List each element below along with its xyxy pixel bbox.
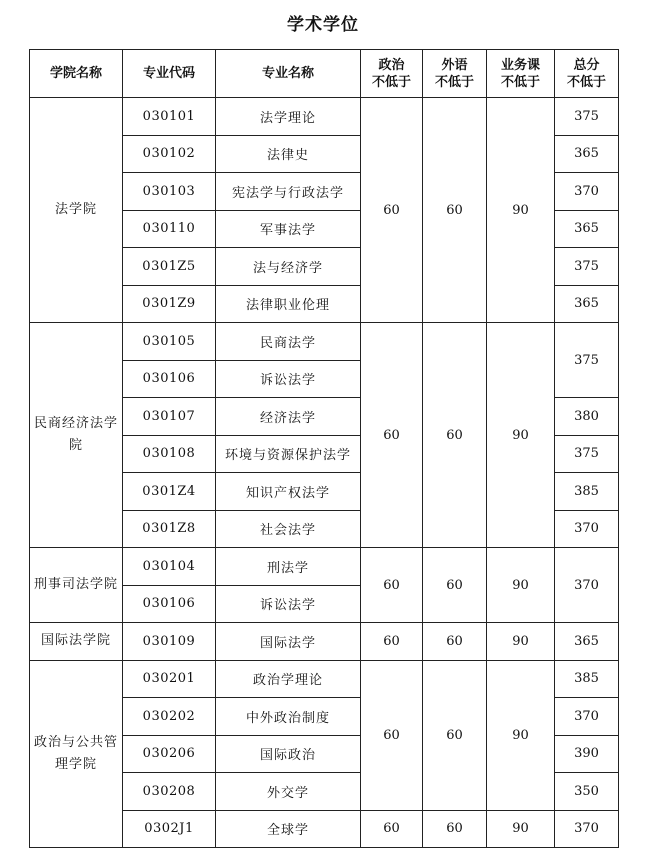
table-row (30, 623, 619, 661)
major-name: 宪法学与行政法学 (216, 173, 361, 211)
total-min-score: 375 (555, 435, 619, 473)
major-name: 军事法学 (216, 210, 361, 248)
major-code: 030102 (123, 135, 216, 173)
major-code: 030109 (123, 623, 216, 661)
major-code: 030106 (123, 585, 216, 623)
foreign-min-score: 60 (423, 660, 487, 810)
foreign-min-score: 60 (423, 623, 487, 661)
total-min-score: 365 (555, 135, 619, 173)
score-table (29, 49, 619, 848)
total-min-score: 385 (555, 660, 619, 698)
major-name: 经济法学 (216, 398, 361, 436)
foreign-min-score: 60 (423, 98, 487, 323)
header-name: 专业名称 (216, 50, 361, 98)
major-code: 0301Z4 (123, 473, 216, 511)
major-code: 030106 (123, 360, 216, 398)
major-code: 030104 (123, 548, 216, 586)
major-min-score: 90 (487, 323, 555, 548)
major-name: 诉讼法学 (216, 585, 361, 623)
major-min-score: 90 (487, 623, 555, 661)
major-name: 刑法学 (216, 548, 361, 586)
table-row (30, 323, 619, 361)
header-college: 学院名称 (30, 50, 123, 98)
major-name: 中外政治制度 (216, 698, 361, 736)
college-name: 民商经济法学院 (30, 323, 123, 548)
major-name: 国际政治 (216, 735, 361, 773)
major-code: 030208 (123, 773, 216, 811)
total-min-score: 380 (555, 398, 619, 436)
major-code: 030101 (123, 98, 216, 136)
politics-min-score: 60 (361, 623, 423, 661)
major-name: 法与经济学 (216, 248, 361, 286)
major-min-score: 90 (487, 548, 555, 623)
major-name: 环境与资源保护法学 (216, 435, 361, 473)
major-name: 法律史 (216, 135, 361, 173)
header-total: 总分 不低于 (555, 50, 619, 98)
table-row (30, 548, 619, 586)
table-row (30, 98, 619, 136)
major-code: 030202 (123, 698, 216, 736)
total-min-score: 370 (555, 698, 619, 736)
college-name: 刑事司法学院 (30, 548, 123, 623)
major-code: 030105 (123, 323, 216, 361)
major-name: 诉讼法学 (216, 360, 361, 398)
major-min-score: 90 (487, 810, 555, 848)
foreign-min-score: 60 (423, 810, 487, 848)
major-name: 外交学 (216, 773, 361, 811)
total-min-score: 365 (555, 623, 619, 661)
total-min-score: 375 (555, 323, 619, 398)
foreign-min-score: 60 (423, 323, 487, 548)
header-foreign: 外语 不低于 (423, 50, 487, 98)
total-min-score: 375 (555, 98, 619, 136)
total-min-score: 365 (555, 285, 619, 323)
table-row (30, 660, 619, 698)
politics-min-score: 60 (361, 810, 423, 848)
major-code: 0301Z8 (123, 510, 216, 548)
total-min-score: 370 (555, 810, 619, 848)
header-major: 业务课 不低于 (487, 50, 555, 98)
politics-min-score: 60 (361, 323, 423, 548)
major-code: 030108 (123, 435, 216, 473)
major-name: 知识产权法学 (216, 473, 361, 511)
header-code: 专业代码 (123, 50, 216, 98)
page-title: 学术学位 (287, 15, 359, 35)
total-min-score: 390 (555, 735, 619, 773)
major-name: 社会法学 (216, 510, 361, 548)
total-min-score: 365 (555, 210, 619, 248)
total-min-score: 385 (555, 473, 619, 511)
total-min-score: 370 (555, 173, 619, 211)
major-code: 030201 (123, 660, 216, 698)
header-row (30, 50, 619, 98)
major-name: 民商法学 (216, 323, 361, 361)
major-min-score: 90 (487, 98, 555, 323)
total-min-score: 375 (555, 248, 619, 286)
politics-min-score: 60 (361, 660, 423, 810)
college-name: 国际法学院 (30, 623, 123, 661)
major-name: 法学理论 (216, 98, 361, 136)
major-code: 030110 (123, 210, 216, 248)
major-name: 国际法学 (216, 623, 361, 661)
college-name: 政治与公共管理学院 (30, 660, 123, 848)
major-name: 全球学 (216, 810, 361, 848)
major-code: 030103 (123, 173, 216, 211)
foreign-min-score: 60 (423, 548, 487, 623)
total-min-score: 350 (555, 773, 619, 811)
major-code: 0301Z9 (123, 285, 216, 323)
major-code: 0302J1 (123, 810, 216, 848)
college-name: 法学院 (30, 98, 123, 323)
total-min-score: 370 (555, 548, 619, 623)
total-min-score: 370 (555, 510, 619, 548)
header-politics: 政治 不低于 (361, 50, 423, 98)
major-name: 政治学理论 (216, 660, 361, 698)
major-code: 030107 (123, 398, 216, 436)
major-name: 法律职业伦理 (216, 285, 361, 323)
politics-min-score: 60 (361, 548, 423, 623)
major-min-score: 90 (487, 660, 555, 810)
politics-min-score: 60 (361, 98, 423, 323)
major-code: 030206 (123, 735, 216, 773)
major-code: 0301Z5 (123, 248, 216, 286)
